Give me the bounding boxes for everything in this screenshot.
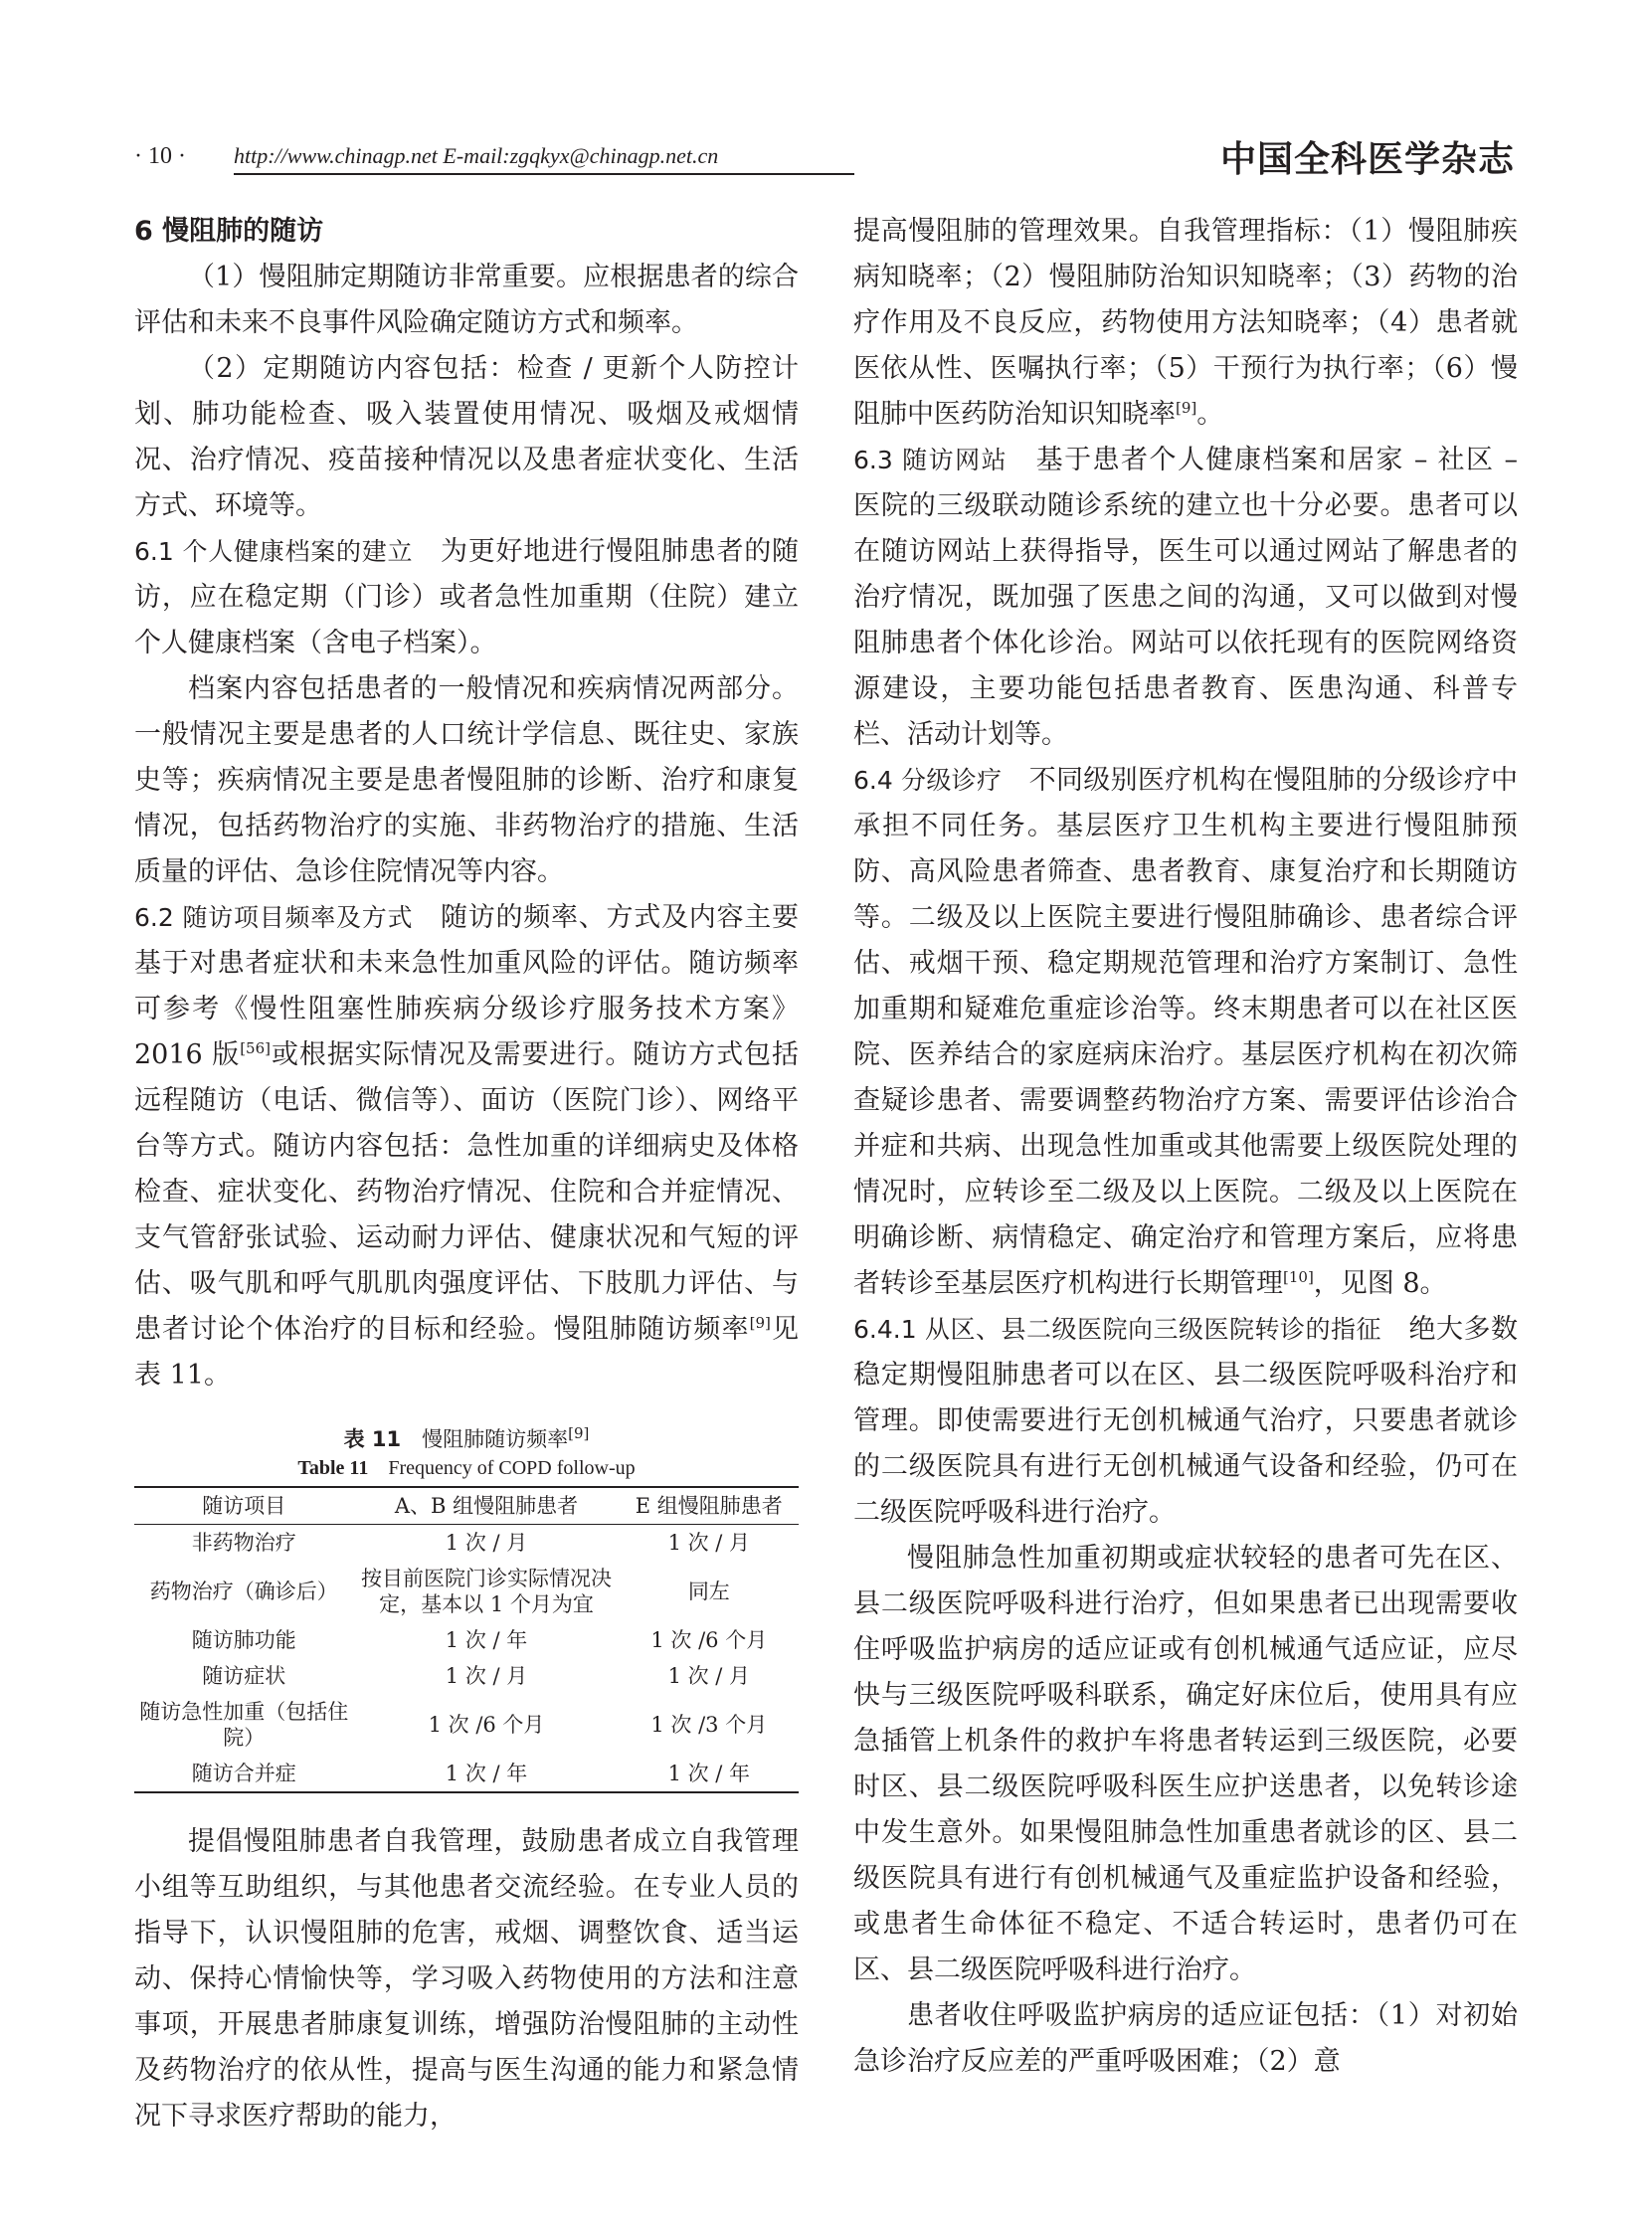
table-title-cn-text: 慢阻肺随访频率 <box>422 1427 569 1451</box>
table-number-en: Table 11 <box>297 1457 369 1479</box>
table-cell: 药物治疗（确诊后） <box>149 1580 338 1603</box>
table-cell: 1 次 / 月 <box>667 1664 751 1688</box>
paragraph-text: 绝大多数稳定期慢阻肺患者可以在区、县二级医院呼吸科治疗和管理。即使需要进行无创机械通气治疗，只要患者就诊的二级医院具有进行无创机械通气设备和经验，仍可在二级医院呼吸科进行治疗。 <box>853 1314 1518 1528</box>
paragraph-text: 为更好地进行慢阻肺患者的随访，应在稳定期（门诊）或者急性加重期（住院）建立个人健康档案（含电子档案）。 <box>134 536 799 658</box>
right-column <box>853 209 1518 2178</box>
subsection-heading: 6.1 个人健康档案的建立 <box>134 537 414 566</box>
table-header-cell: E 组慢阻肺患者 <box>635 1494 783 1518</box>
citation[interactable]: [9] <box>568 1424 590 1442</box>
paragraph: 患者收住呼吸监护病房的适应证包括：（1）对初始急诊治疗反应差的严重呼吸困难；（2）意 <box>853 2000 1518 2077</box>
table-cell: 随访急性加重（包括住院） <box>139 1700 349 1750</box>
table-header-cell: A、B 组慢阻肺患者 <box>394 1494 579 1518</box>
paragraph: （2）定期随访内容包括：检查 / 更新个人防控计划、肺功能检查、吸入装置使用情况、吸烟及戒烟情况、治疗情况、疫苗接种情况以及患者症状变化、生活方式、环境等。 <box>134 353 799 521</box>
paragraph: 慢阻肺急性加重初期或症状较轻的患者可先在区、县二级医院呼吸科进行治疗，但如果患者已出现需要收住呼吸监护病房的适应证或有创机械通气适应证，应尽快与三级医院呼吸科联系，确定好床位后，使用具有应急插管上机条件的救护车将患者转运到三级医院，必要时区、县二级医院呼吸科医生应护送患者，以免转诊途中发生意外。如果慢阻肺急性加重患者就诊的区、县二级医院具有进行有创机械通气及重症监护设备和经验，或患者生命体征不稳定、不适合转运时，患者仍可在区、县二级医院呼吸科进行治疗。 <box>853 1543 1518 1985</box>
table-title-en-text: Frequency of COPD follow-up <box>388 1457 636 1479</box>
citation[interactable]: [9] <box>1176 399 1197 417</box>
table-cell: 随访症状 <box>202 1664 286 1688</box>
subsection-heading: 6.2 随访项目频率及方式 <box>134 903 414 932</box>
paragraph-text: 不同级别医疗机构在慢阻肺的分级诊疗中承担不同任务。基层医疗卫生机构主要进行慢阻肺预防、高风险患者筛查、患者教育、康复治疗和长期随访等。二级及以上医院主要进行慢阻肺确诊、患者综合评估、戒烟干预、稳定期规范管理和治疗方案制订、急性加重期和疑难危重症诊治等。终末期患者可以在社区医院、医养结合的家庭病床治疗。基层医疗机构在初次筛查疑诊患者、需要调整药物治疗方案、需要评估诊治合并症和共病、出现急性加重或其他需要上级医院处理的情况时，应转诊至二级及以上医院。二级及以上医院在明确诊断、病情稳定、确定治疗和管理方案后，应将患者转诊至基层医疗机构进行长期管理 <box>853 765 1518 1299</box>
paragraph <box>853 438 1518 758</box>
table-row <box>134 1622 799 1658</box>
table-header-cell: 随访项目 <box>202 1494 286 1518</box>
table-cell: 1 次 / 年 <box>667 1762 751 1785</box>
table-row <box>134 1694 799 1756</box>
table-row <box>134 1561 799 1622</box>
subsection-heading: 6.4.1 从区、县二级医院向三级医院转诊的指征 <box>853 1315 1382 1344</box>
table-row <box>134 1525 799 1562</box>
paragraph: 提倡慢阻肺患者自我管理，鼓励患者成立自我管理小组等互助组织，与其他患者交流经验。在专业人员的指导下，认识慢阻肺的危害，戒烟、调整饮食、适当运动、保持心情愉快等，学习吸入药物使用的方法和注意事项，开展患者肺康复训练，增强防治慢阻肺的主动性及药物治疗的依从性，提高与医生沟通的能力和紧急情况下寻求医疗帮助的能力， <box>134 1826 799 2132</box>
paragraph <box>134 895 799 1398</box>
table-cell: 1 次 /6 个月 <box>428 1713 545 1737</box>
citation[interactable]: [56] <box>240 1039 271 1057</box>
table-cell: 随访合并症 <box>191 1762 296 1785</box>
paragraph-text: 或根据实际情况及需要进行。随访方式包括远程随访（电话、微信等）、面访（医院门诊）、网络平台等方式。随访内容包括：急性加重的详细病史及体格检查、症状变化、药物治疗情况、住院和合并症情况、支气管舒张试验、运动耐力评估、健康状况和气短的评估、吸气肌和呼气肌肌肉强度评估、下肢肌力评估、与患者讨论个体治疗的目标和经验。慢阻肺随访频率 <box>134 1039 799 1345</box>
subsection-heading: 6.4 分级诊疗 <box>853 766 1003 795</box>
table-title-en <box>134 1454 799 1482</box>
paragraph <box>853 209 1518 438</box>
subsection-heading: 6.3 随访网站 <box>853 446 1009 474</box>
table-cell: 随访肺功能 <box>191 1628 296 1652</box>
paragraph-text: 。 <box>1196 399 1224 430</box>
table-cell: 1 次 / 年 <box>445 1762 528 1785</box>
left-column <box>134 209 799 2178</box>
table-cell: 同左 <box>687 1580 730 1603</box>
citation[interactable]: [10] <box>1283 1268 1314 1286</box>
paragraph-text: 基于患者个人健康档案和居家 – 社区 – 医院的三级联动随诊系统的建立也十分必要。患者可以在随访网站上获得指导，医生可以通过网站了解患者的治疗情况，既加强了医患之间的沟通，又可以做到对慢阻肺患者个体化诊治。网站可以依托现有的医院网络资源建设，主要功能包括患者教育、医患沟通、科普专栏、活动计划等。 <box>853 445 1518 750</box>
table-cell: 1 次 /6 个月 <box>650 1628 768 1652</box>
paragraph <box>853 1307 1518 1536</box>
citation[interactable]: [9] <box>749 1314 771 1332</box>
table-cell: 非药物治疗 <box>191 1531 296 1555</box>
paragraph: 档案内容包括患者的一般情况和疾病情况两部分。一般情况主要是患者的人口统计学信息、既往史、家族史等；疾病情况主要是患者慢阻肺的诊断、治疗和康复情况，包括药物治疗的实施、非药物治疗的措施、生活质量的评估、急诊住院情况等内容。 <box>134 673 799 887</box>
page-number: · 10 · <box>134 143 186 169</box>
page-header <box>134 125 1515 180</box>
table-cell: 按目前医院门诊实际情况决定，基本以 1 个月为宜 <box>361 1567 613 1616</box>
paragraph-text: 提高慢阻肺的管理效果。自我管理指标：（1）慢阻肺疾病知晓率；（2）慢阻肺防治知识知晓率；（3）药物的治疗作用及不良反应，药物使用方法知晓率；（4）患者就医依从性、医嘱执行率；（5）干预行为执行率；（6）慢阻肺中医药防治知识知晓率 <box>853 216 1518 430</box>
table-row <box>134 1756 799 1792</box>
journal-title: 中国全科医学杂志 <box>1219 139 1515 180</box>
table-row <box>134 1658 799 1694</box>
paragraph <box>134 529 799 666</box>
table-cell: 1 次 / 月 <box>445 1531 528 1555</box>
table-11 <box>134 1424 799 1793</box>
paragraph: （1）慢阻肺定期随访非常重要。应根据患者的综合评估和未来不良事件风险确定随访方式和频率。 <box>134 262 799 338</box>
paragraph-text: 随访的频率、方式及内容主要基于对患者症状和未来急性加重风险的评估。随访频率可参考《慢性阻塞性肺疾病分级诊疗服务技术方案》2016 版 <box>134 902 799 1070</box>
table-title-cn <box>134 1424 799 1454</box>
journal-links[interactable]: http://www.chinagp.net E-mail:zgqkyx@chinagp.net.cn <box>234 143 719 168</box>
follow-up-table <box>134 1486 799 1793</box>
table-cell: 1 次 / 月 <box>445 1664 528 1688</box>
table-cell: 1 次 /3 个月 <box>650 1713 768 1737</box>
paragraph <box>853 758 1518 1307</box>
section-title: 6 慢阻肺的随访 <box>134 216 324 247</box>
header-underline <box>234 173 854 175</box>
paragraph-text: ，见图 8。 <box>1313 1268 1447 1299</box>
table-cell: 1 次 / 月 <box>667 1531 751 1555</box>
table-number-cn: 表 11 <box>343 1427 402 1451</box>
paragraph-text: 见表 11。 <box>134 1314 799 1391</box>
table-cell: 1 次 / 年 <box>445 1628 528 1652</box>
table-header-row <box>134 1487 799 1525</box>
